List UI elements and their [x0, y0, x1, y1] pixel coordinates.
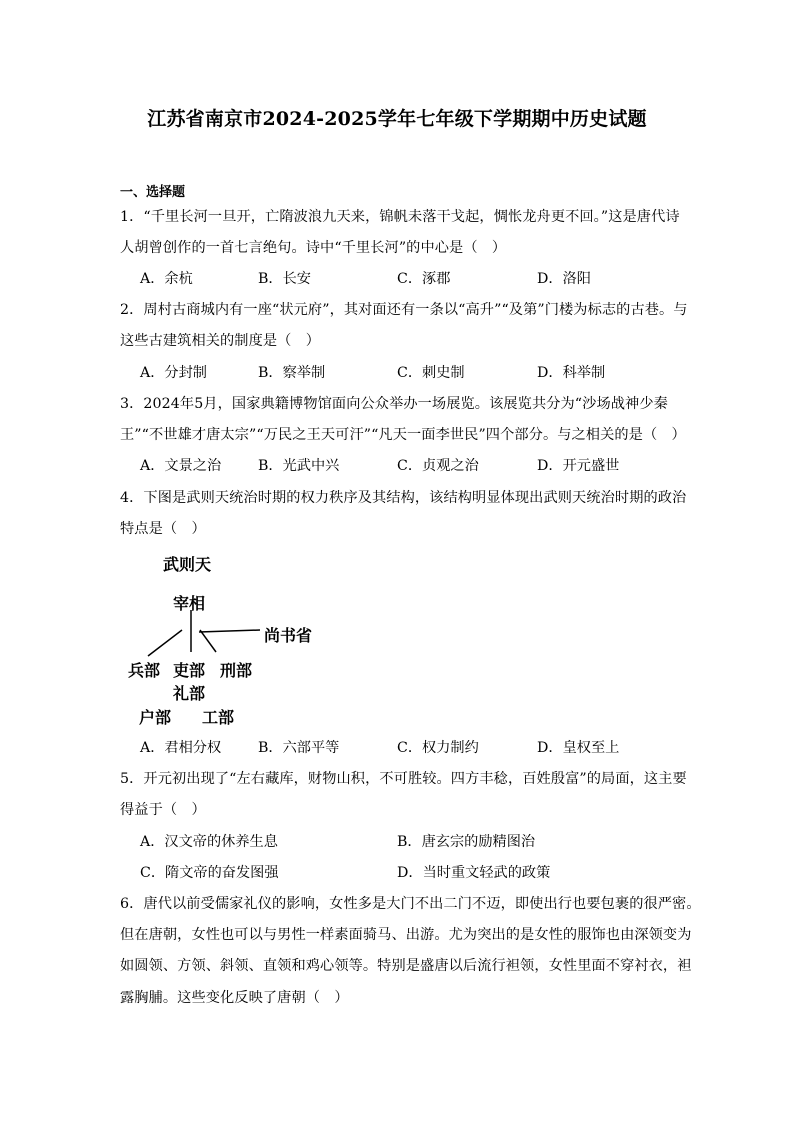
q1-option-c[interactable]: C．涿郡 — [397, 271, 451, 287]
q4-line-2: 特点是（ ） — [120, 521, 206, 537]
q2-line-2: 这些古建筑相关的制度是（ ） — [120, 333, 321, 349]
section-heading: 一、选择题 — [120, 185, 186, 200]
diagram-node-libu-personnel: 吏部 — [173, 661, 206, 680]
q4-line-1: 4．下图是武则天统治时期的权力秩序及其结构，该结构明显体现出武则天统治时期的政治 — [120, 490, 687, 506]
q6-line-3: 如圆领、方领、斜领、直领和鸡心领等。特别是盛唐以后流行袒领，女性里面不穿衬衣，袒 — [120, 958, 692, 974]
diagram-node-bingbu: 兵部 — [128, 661, 161, 680]
q3-option-b[interactable]: B．光武中兴 — [258, 458, 340, 474]
q1-line-2: 人胡曾创作的一首七言绝句。诗中“千里长河”的中心是（ ） — [120, 240, 507, 256]
q1-option-d[interactable]: D．洛阳 — [537, 271, 591, 287]
q5-option-c[interactable]: C．隋文帝的奋发图强 — [140, 865, 279, 881]
q6-line-4: 露胸脯。这些变化反映了唐朝（ ） — [120, 990, 349, 1006]
q1-line-1: 1．“千里长河一旦开，亡隋波浪九天来，锦帆未落干戈起，惆怅龙舟更不回。”这是唐代诗 — [120, 209, 680, 225]
q2-line-1: 2．周村古商城内有一座“状元府”，其对面还有一条以“高升”“及第”门楼为标志的古巷。与 — [120, 302, 688, 318]
q6-line-2: 但在唐朝，女性也可以与男性一样素面骑马、出游。尤为突出的是女性的服饰也由深领变为 — [120, 927, 692, 943]
diagram-node-xingbu: 刑部 — [220, 661, 253, 680]
q5-line-1: 5．开元初出现了“左右藏库，财物山积，不可胜较。四方丰稔，百姓殷富”的局面，这主要 — [120, 771, 687, 787]
q5-option-b[interactable]: B．唐玄宗的励精图治 — [397, 834, 536, 850]
diagram-node-libu-rites: 礼部 — [173, 684, 206, 703]
q3-option-d[interactable]: D．开元盛世 — [537, 458, 620, 474]
q1-option-b[interactable]: B．长安 — [258, 271, 311, 287]
q3-line-2: 王”“不世雄才唐太宗”“万民之王天可汗”“凡天一面李世民”四个部分。与之相关的是（ ） — [120, 427, 686, 443]
power-structure-connectors — [120, 548, 360, 668]
diagram-node-wuzetian: 武则天 — [163, 555, 212, 574]
q3-option-a[interactable]: A．文景之治 — [140, 458, 222, 474]
diagram-node-zaixiang: 宰相 — [173, 594, 206, 613]
q5-option-a[interactable]: A．汉文帝的休养生息 — [140, 834, 278, 850]
q2-option-b[interactable]: B．察举制 — [258, 365, 326, 381]
page-title: 江苏省南京市2024-2025学年七年级下学期期中历史试题 — [147, 108, 647, 130]
q2-option-d[interactable]: D．科举制 — [537, 365, 606, 381]
q4-option-d[interactable]: D．皇权至上 — [537, 740, 620, 756]
q4-option-a[interactable]: A．君相分权 — [140, 740, 222, 756]
q5-option-d[interactable]: D．当时重文轻武的政策 — [397, 865, 551, 881]
diagram-node-shangshusheng: 尚书省 — [264, 626, 313, 645]
connector-left — [148, 630, 182, 656]
q2-option-a[interactable]: A．分封制 — [140, 365, 207, 381]
diagram-node-gongbu: 工部 — [202, 708, 235, 727]
q6-line-1: 6．唐代以前受儒家礼仪的影响，女性多是大门不出二门不迈，即使出行也要包裹的很严密。 — [120, 896, 701, 912]
q1-option-a[interactable]: A．余杭 — [140, 271, 193, 287]
q4-option-b[interactable]: B．六部平等 — [258, 740, 340, 756]
q3-line-1: 3．2024年5月，国家典籍博物馆面向公众举办一场展览。该展览共分为“沙场战神少秦 — [120, 396, 668, 412]
q2-option-c[interactable]: C．刺史制 — [397, 365, 465, 381]
connector-right-down — [200, 630, 216, 652]
connector-to-shangshu — [199, 630, 260, 632]
diagram-node-hubu: 户部 — [139, 708, 172, 727]
q3-option-c[interactable]: C．贞观之治 — [397, 458, 479, 474]
q4-option-c[interactable]: C．权力制约 — [397, 740, 479, 756]
q5-line-2: 得益于（ ） — [120, 802, 206, 818]
